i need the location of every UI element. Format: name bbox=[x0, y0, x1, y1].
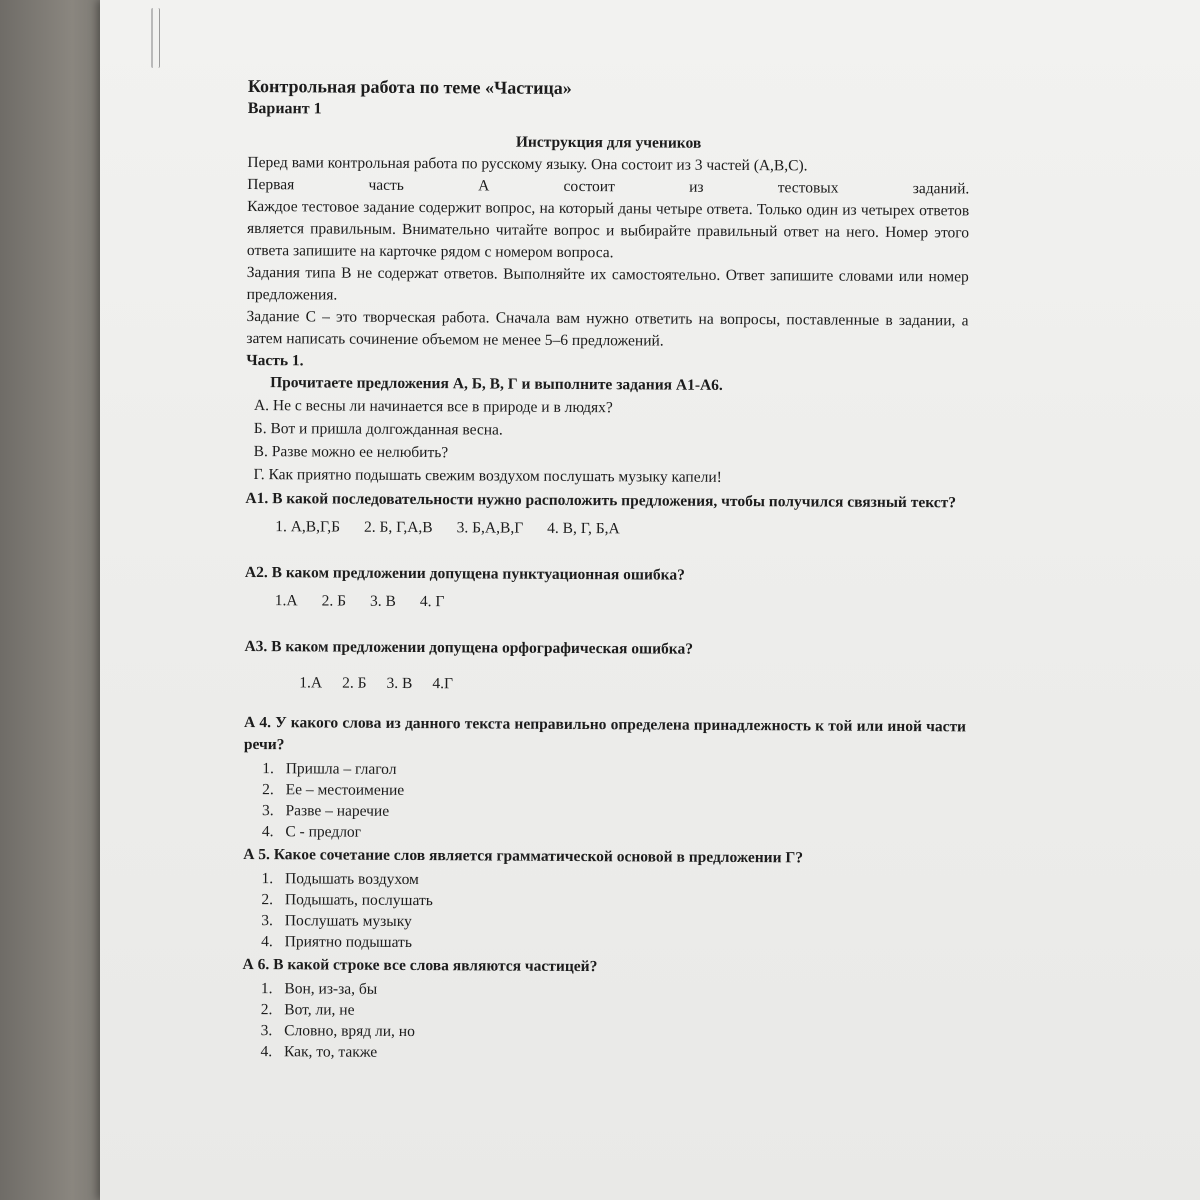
option: 2. Ее – местоимение bbox=[278, 779, 966, 804]
word: Первая bbox=[247, 175, 295, 194]
intro-line: Перед вами контрольная работа по русскому языку. Она состоит из 3 частей (А,В,С). bbox=[247, 153, 808, 175]
option: 1. Подышать воздухом bbox=[277, 868, 965, 893]
question-a1: А1. В какой последовательности нужно расположить предложения, чтобы получился связный текст? bbox=[245, 489, 957, 512]
option: 1. Пришла – глагол bbox=[278, 758, 966, 783]
sentence-g: Г. Как приятно подышать свежим воздухом послушать музыку капели! bbox=[253, 466, 722, 486]
option: 4. С - предлог bbox=[277, 821, 965, 846]
options-a5 bbox=[243, 868, 965, 956]
option: 3. Словно, вряд ли, но bbox=[276, 1020, 964, 1045]
option: 4. Г bbox=[419, 593, 445, 611]
word: заданий. bbox=[912, 180, 970, 198]
worksheet bbox=[242, 74, 970, 1068]
option: 2. Б, Г,А,В bbox=[363, 518, 433, 537]
part-heading: Часть 1. bbox=[246, 351, 304, 370]
read-task: Прочитаете предложения А, Б, В, Г и выполните задания А1-А6. bbox=[270, 374, 723, 394]
options-a4 bbox=[243, 758, 965, 846]
option: 1. А,В,Г,Б bbox=[275, 518, 341, 536]
option: 2. Б bbox=[342, 674, 367, 692]
word: тестовых bbox=[777, 179, 839, 197]
option: 4. Как, то, также bbox=[276, 1041, 964, 1066]
instruction-paragraph-a: Каждое тестовое задание содержит вопрос, на который даны четыре ответа. Только один из четырех ответов является правильным. Внимательно читайте вопрос и выбирайте правильный ответ на него. Номер этого ответа запишите на карточке рядом с номером вопроса. bbox=[246, 197, 970, 262]
question-a6: А 6. В какой строке все слова являются частицей? bbox=[242, 955, 598, 976]
option: 3. В bbox=[386, 674, 413, 693]
variant-label: Вариант 1 bbox=[247, 99, 322, 118]
options-a3 bbox=[244, 672, 966, 698]
option: 1.А bbox=[299, 674, 323, 692]
word: из bbox=[689, 178, 704, 196]
staple bbox=[151, 8, 160, 68]
doc-title: Контрольная работа по теме «Частица» bbox=[247, 75, 572, 98]
option: 2. Б bbox=[321, 592, 347, 610]
option: 4.Г bbox=[432, 675, 454, 693]
word: часть bbox=[368, 176, 404, 194]
question-a4: А 4. У какого слова из данного текста неправильно определена принадлежность к той или иной части речи? bbox=[243, 713, 967, 754]
instruction-paragraph-b: Задания типа В не содержат ответов. Выполняйте их самостоятельно. Ответ запишите словами или номер предложения. bbox=[246, 263, 969, 304]
sentence-b: Б. Вот и пришла долгожданная весна. bbox=[253, 420, 503, 439]
word: состоит bbox=[563, 177, 615, 196]
sentence-a: А. Не с весны ли начинается все в природе и в людях? bbox=[253, 397, 613, 417]
option: 4. В, Г, Б,А bbox=[547, 519, 620, 538]
question-a5: А 5. Какое сочетание слов является грамматической основой в предложении Г? bbox=[243, 845, 804, 867]
option: 2. Вот, ли, не bbox=[276, 999, 964, 1024]
question-a3: А3. В каком предложении допущена орфографическая ошибка? bbox=[244, 637, 694, 658]
option: 1.А bbox=[274, 592, 298, 610]
options-a1 bbox=[245, 516, 967, 542]
options-a2 bbox=[245, 590, 967, 616]
option: 3. Б,А,В,Г bbox=[456, 519, 524, 537]
option: 2. Подышать, послушать bbox=[277, 889, 965, 914]
question-a2: А2. В каком предложении допущена пунктуационная ошибка? bbox=[244, 563, 685, 584]
option: 3. Послушать музыку bbox=[277, 910, 965, 935]
option: 3. Разве – наречие bbox=[277, 800, 965, 825]
sentence-v: В. Разве можно ее нелюбить? bbox=[253, 443, 449, 462]
instruction-title: Инструкция для учеников bbox=[515, 133, 702, 152]
options-a6 bbox=[242, 978, 964, 1066]
option: 3. В bbox=[369, 592, 396, 610]
option: 1. Вон, из-за, бы bbox=[276, 978, 964, 1003]
instruction-paragraph-c: Задание С – это творческая работа. Сначала вам нужно ответить на вопросы, поставленные в задании, а затем написать сочинение объемом не менее 5–6 предложений. bbox=[246, 307, 969, 350]
option: 4. Приятно подышать bbox=[277, 931, 965, 956]
word: А bbox=[478, 177, 490, 195]
